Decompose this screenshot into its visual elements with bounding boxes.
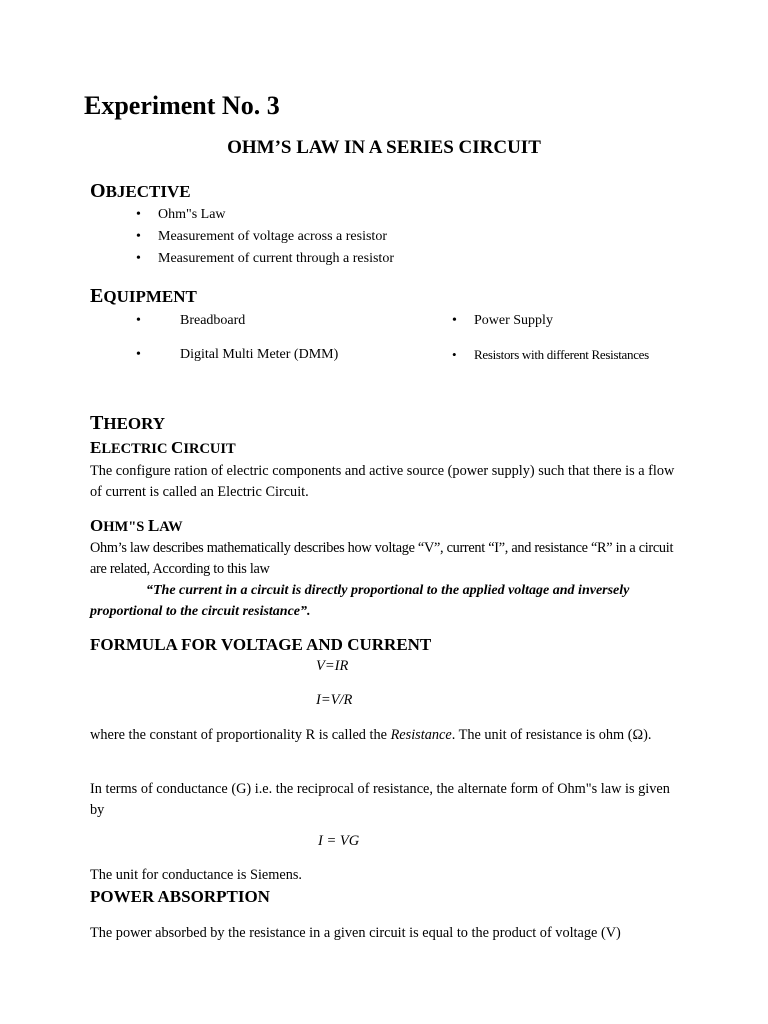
experiment-number: Experiment No. 3: [84, 91, 280, 120]
ohms-law-text: Ohm’s law describes mathematically describes how voltage “V”, current “I”, and resistance “R” in a circuit are related, According to this law: [90, 540, 674, 577]
objective-item: • Measurement of current through a resistor: [136, 248, 394, 270]
equation-conductance: I = VG: [318, 833, 360, 849]
conductance-unit-text: The unit for conductance is Siemens.: [90, 867, 303, 883]
equipment-item: • Power Supply: [452, 313, 553, 328]
objective-list: [136, 204, 394, 270]
equipment-heading: EQUIPMENT: [90, 285, 197, 307]
equipment-item: • Resistors with different Resistances: [452, 347, 649, 362]
resistance-text: where the constant of proportionality R is called the Resistance. The unit of resistance is ohm (Ω).: [90, 727, 652, 743]
equation-current: I=V/R: [316, 692, 353, 708]
objective-item: • Measurement of voltage across a resistor: [136, 226, 394, 248]
objective-heading: OBJECTIVE: [90, 180, 191, 202]
power-heading: POWER ABSORPTION: [90, 887, 270, 906]
ohms-law-quote: “The current in a circuit is directly proportional to the applied voltage and inversely proportional to the circuit resistance”.: [90, 583, 630, 619]
objective-item: • Ohm"s Law: [136, 204, 394, 226]
ohms-law-heading: OHM"S LAW: [90, 516, 183, 535]
theory-heading: THEORY: [90, 412, 166, 434]
document-title: OHM’S LAW IN A SERIES CIRCUIT: [227, 137, 541, 158]
equipment-item: • Breadboard: [136, 313, 246, 328]
electric-circuit-text: The configure ration of electric components and active source (power supply) such that there is a flow of current is called an Electric Circuit.: [90, 463, 675, 500]
power-text: The power absorbed by the resistance in a given circuit is equal to the product of voltage (V): [90, 925, 621, 941]
equipment-item: • Digital Multi Meter (DMM): [136, 347, 339, 362]
equation-voltage: V=IR: [316, 658, 349, 674]
formula-heading: FORMULA FOR VOLTAGE AND CURRENT: [90, 635, 432, 654]
conductance-text: In terms of conductance (G) i.e. the reciprocal of resistance, the alternate form of Ohm"s law is given by: [90, 781, 670, 818]
electric-circuit-heading: ELECTRIC CIRCUIT: [90, 438, 236, 457]
